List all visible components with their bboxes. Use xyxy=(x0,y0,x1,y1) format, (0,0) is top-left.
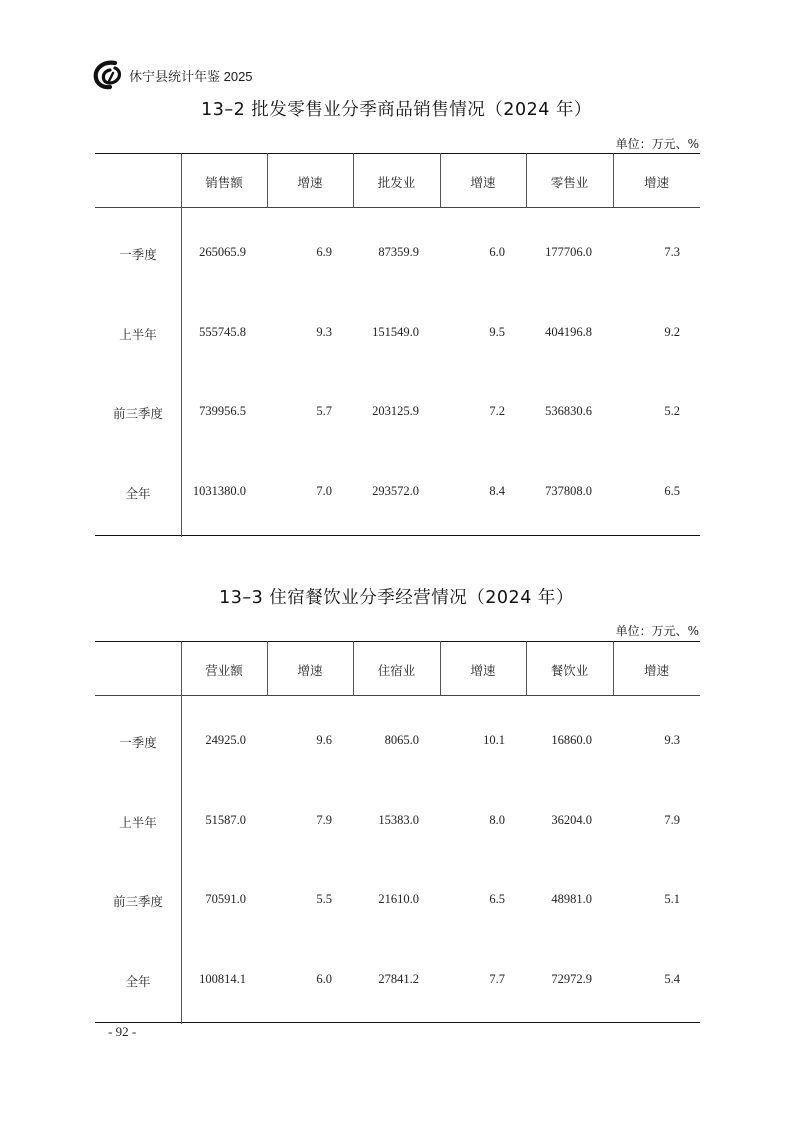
row-label: 一季度 xyxy=(119,247,157,262)
table-cell: 15383.0 xyxy=(378,813,419,827)
table-cell: 9.6 xyxy=(316,733,332,747)
table-cell: 7.3 xyxy=(664,245,680,259)
table-cell: 6.0 xyxy=(316,972,332,986)
table-cell: 36204.0 xyxy=(551,813,592,827)
table-cell: 6.5 xyxy=(489,892,505,906)
table-cell: 51587.0 xyxy=(205,813,246,827)
row-label: 一季度 xyxy=(119,735,157,750)
table-cell: 16860.0 xyxy=(551,733,592,747)
column-header: 增速 xyxy=(297,175,323,190)
table-cell: 404196.8 xyxy=(545,325,592,339)
table-cell: 5.5 xyxy=(316,892,332,906)
table-cell: 72972.9 xyxy=(551,972,592,986)
table-cell: 7.9 xyxy=(664,813,680,827)
header-rule xyxy=(95,695,700,696)
table-cell: 8.4 xyxy=(489,484,505,498)
row-label: 上半年 xyxy=(119,815,157,830)
column-header: 零售业 xyxy=(550,175,589,190)
table-cell: 10.1 xyxy=(483,733,505,747)
column-header: 增速 xyxy=(643,663,669,678)
column-header: 批发业 xyxy=(377,175,416,190)
table-cell: 48981.0 xyxy=(551,892,592,906)
table-cell: 24925.0 xyxy=(205,733,246,747)
table-title: 13–2 批发零售业分季商品销售情况（2024 年） xyxy=(201,100,592,120)
table-cell: 5.4 xyxy=(664,972,680,986)
unit-label: 单位：万元、% xyxy=(615,137,699,151)
table-cell: 7.7 xyxy=(489,972,505,986)
table-top-rule xyxy=(95,641,700,642)
row-label: 上半年 xyxy=(119,327,157,342)
table-cell: 739956.5 xyxy=(199,404,246,418)
table-cell: 6.5 xyxy=(664,484,680,498)
table-cell: 87359.9 xyxy=(378,245,419,259)
row-label: 全年 xyxy=(125,974,151,989)
table-cell: 5.7 xyxy=(316,404,332,418)
column-header: 住宿业 xyxy=(377,663,416,678)
table-top-rule xyxy=(95,153,700,154)
table-cell: 6.0 xyxy=(489,245,505,259)
table-cell: 9.3 xyxy=(664,733,680,747)
table-cell: 7.0 xyxy=(316,484,332,498)
table-cell: 5.1 xyxy=(664,892,680,906)
table-cell: 265065.9 xyxy=(199,245,246,259)
table-cell: 151549.0 xyxy=(372,325,419,339)
table-cell: 9.3 xyxy=(316,325,332,339)
column-divider xyxy=(181,153,182,537)
column-header: 增速 xyxy=(470,175,496,190)
table-cell: 8065.0 xyxy=(384,733,419,747)
column-header: 增速 xyxy=(297,663,323,678)
unit-label: 单位：万元、% xyxy=(615,624,699,638)
table-cell: 555745.8 xyxy=(199,325,246,339)
column-divider xyxy=(181,641,182,1024)
table-cell: 9.5 xyxy=(489,325,505,339)
column-header: 增速 xyxy=(643,175,669,190)
yearbook-logo-icon xyxy=(93,60,125,90)
table-cell: 70591.0 xyxy=(205,892,246,906)
table-cell: 293572.0 xyxy=(372,484,419,498)
column-header: 餐饮业 xyxy=(550,663,589,678)
table-cell: 5.2 xyxy=(664,404,680,418)
row-label: 前三季度 xyxy=(112,406,163,421)
header-rule xyxy=(95,207,700,208)
table-cell: 737808.0 xyxy=(545,484,592,498)
column-header: 营业额 xyxy=(205,663,243,678)
data-table xyxy=(95,641,700,1025)
table-cell: 100814.1 xyxy=(199,972,246,986)
table-cell: 203125.9 xyxy=(372,404,419,418)
table-cell: 21610.0 xyxy=(378,892,419,906)
table-cell: 1031380.0 xyxy=(192,484,246,498)
table-cell: 7.9 xyxy=(316,813,332,827)
table-cell: 7.2 xyxy=(489,404,505,418)
row-label: 全年 xyxy=(125,486,151,501)
table-title: 13–3 住宿餐饮业分季经营情况（2024 年） xyxy=(219,588,574,608)
column-header: 销售额 xyxy=(205,175,243,190)
table-cell: 6.9 xyxy=(316,245,332,259)
row-label: 前三季度 xyxy=(112,894,163,909)
table-bottom-rule xyxy=(95,1022,700,1023)
table-bottom-rule xyxy=(95,535,700,536)
table-cell: 9.2 xyxy=(664,325,680,339)
page-number: - 92 - xyxy=(108,1024,137,1039)
table-cell: 27841.2 xyxy=(378,972,419,986)
table-cell: 536830.6 xyxy=(545,404,592,418)
running-header xyxy=(93,60,393,90)
table-cell: 8.0 xyxy=(489,813,505,827)
book-title: 休宁县统计年鉴 2025 xyxy=(129,69,253,84)
data-table xyxy=(95,153,700,537)
table-cell: 177706.0 xyxy=(545,245,592,259)
column-header: 增速 xyxy=(470,663,496,678)
